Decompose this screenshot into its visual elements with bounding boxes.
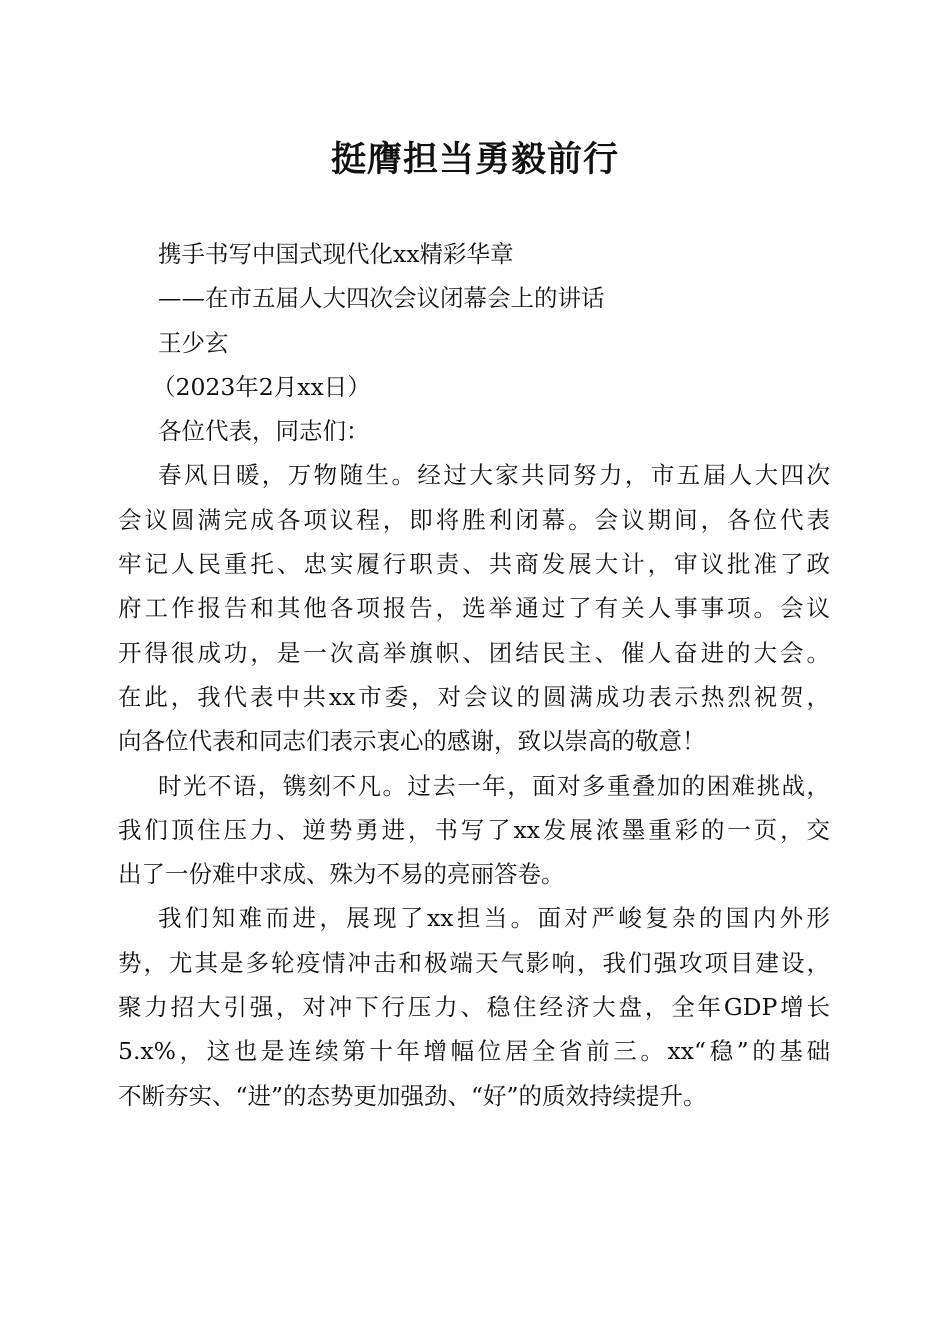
paragraph-line: 势，尤其是多轮疫情冲击和极端天气影响，我们强攻项目建设， xyxy=(118,948,830,977)
occasion-line: ——在市五届人大四次会议闭幕会上的讲话 xyxy=(158,284,605,313)
paragraph-line: 牢记人民重托、忠实履行职责、共商发展大计，审议批准了政 xyxy=(118,550,830,579)
document-body xyxy=(118,232,830,1118)
paragraph-line: 我们顶住压力、逆势勇进，书写了xx发展浓墨重彩的一页，交 xyxy=(118,815,830,844)
paragraph-line: 出了一份难中求成、殊为不易的亮丽答卷。 xyxy=(118,860,565,889)
paragraph-line: 不断夯实、“进”的态势更加强劲、“好”的质效持续提升。 xyxy=(118,1081,707,1110)
paragraph-line: 时光不语，镌刻不凡。过去一年，面对多重叠加的困难挑战， xyxy=(158,771,830,800)
paragraph-line: 会议圆满完成各项议程，即将胜利闭幕。会议期间，各位代表 xyxy=(118,505,830,534)
paragraph-line: 聚力招大引强，对冲下行压力、稳住经济大盘，全年GDP增长 xyxy=(118,993,830,1022)
salutation: 各位代表，同志们： xyxy=(158,417,370,446)
subtitle: 携手书写中国式现代化xx精彩华章 xyxy=(158,240,514,268)
document-title: 挺膺担当勇毅前行 xyxy=(330,139,619,180)
speech-date: （2023年2月xx日） xyxy=(152,372,371,401)
speaker-name: 王少玄 xyxy=(158,328,229,357)
paragraph-line: 春风日暖，万物随生。经过大家共同努力，市五届人大四次 xyxy=(158,461,830,490)
paragraph-line: 开得很成功，是一次高举旗帜、团结民主、催人奋进的大会。 xyxy=(118,638,830,667)
paragraph-line: 府工作报告和其他各项报告，选举通过了有关人事事项。会议 xyxy=(118,594,830,623)
paragraph-line: 向各位代表和同志们表示衷心的感谢，致以崇高的敬意！ xyxy=(118,727,706,756)
paragraph-line: 我们知难而进，展现了xx担当。面对严峻复杂的国内外形 xyxy=(158,904,830,933)
paragraph-line: 5.x%，这也是连续第十年增幅位居全省前三。xx“稳”的基础 xyxy=(118,1037,830,1066)
paragraph-line: 在此，我代表中共xx市委，对会议的圆满成功表示热烈祝贺， xyxy=(118,682,830,711)
